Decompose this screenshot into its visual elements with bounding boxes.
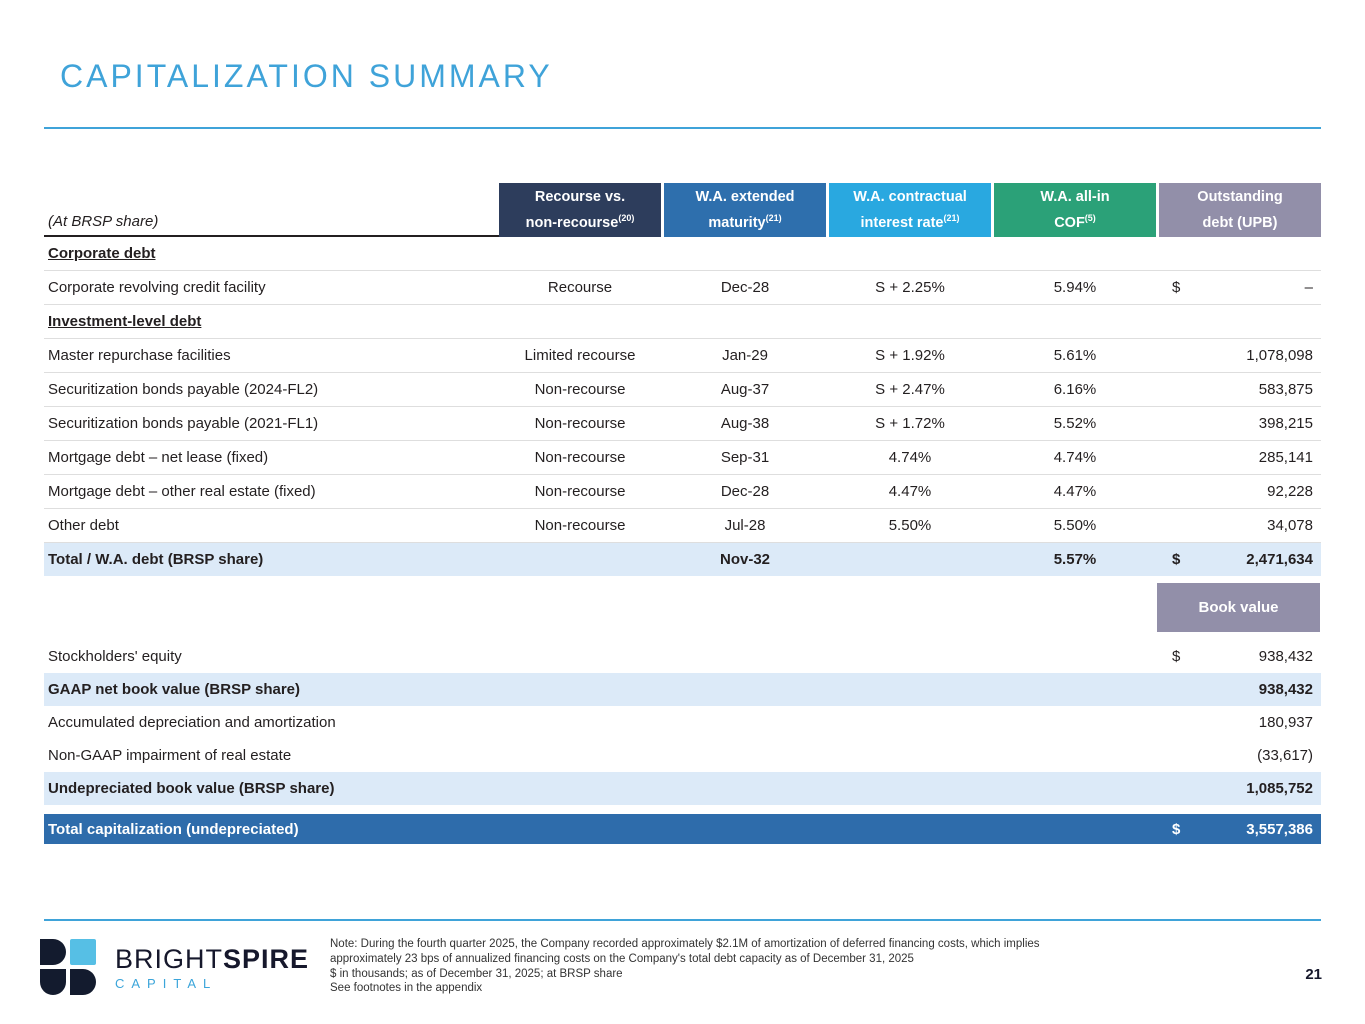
amount-cell	[1159, 415, 1321, 432]
row-label: Other debt	[48, 517, 119, 534]
section-label: Corporate debt	[48, 245, 156, 262]
recourse-cell: Non-recourse	[534, 415, 626, 432]
logo-block-top-right	[70, 939, 96, 965]
maturity-cell: Sep-31	[720, 449, 770, 466]
book-value-header: Book value	[1157, 583, 1320, 632]
section-label: Investment-level debt	[48, 313, 202, 330]
table-row	[44, 407, 1321, 441]
cof-cell: 5.61%	[1053, 347, 1097, 364]
subtotal-row	[44, 772, 1321, 805]
section-header-row	[44, 237, 1321, 271]
footnote-line: Note: During the fourth quarter 2025, the Company recorded approximately $2.1M of amortization of deferred financing costs, which implies	[330, 938, 1040, 950]
table-row	[44, 640, 1321, 673]
interest-rate-cell: 4.47%	[888, 483, 932, 500]
interest-rate-cell: S + 2.25%	[875, 279, 945, 296]
amount-value: 180,937	[1258, 714, 1313, 731]
amount-value: (33,617)	[1257, 747, 1313, 764]
subtotal-row	[44, 673, 1321, 706]
page-title: CAPITALIZATION SUMMARY	[60, 58, 553, 94]
column-header-outstanding-debt	[1159, 183, 1321, 237]
cof-cell: 4.47%	[1053, 483, 1097, 500]
footnote-superscript: (20)	[618, 212, 635, 223]
book-value-table	[44, 640, 1321, 844]
row-label: GAAP net book value (BRSP share)	[48, 681, 301, 698]
footnote-superscript: (21)	[943, 212, 960, 223]
column-header-maturity	[664, 183, 826, 237]
table-row	[44, 475, 1321, 509]
cof-cell: 5.57%	[1053, 551, 1097, 568]
amount-cell	[1159, 381, 1321, 398]
amount-value: 398,215	[1258, 415, 1313, 432]
table-row	[44, 271, 1321, 305]
amount-value: 3,557,386	[1246, 820, 1313, 838]
column-header-interest-rate	[829, 183, 991, 237]
capitalization-table	[44, 183, 1321, 576]
column-header-cof	[994, 183, 1156, 237]
maturity-cell: Aug-38	[720, 415, 770, 432]
amount-value: 583,875	[1258, 381, 1313, 398]
section-header-row	[44, 305, 1321, 339]
at-share-header-cell	[44, 183, 499, 237]
grand-total-row	[44, 814, 1321, 844]
cof-cell: 5.50%	[1053, 517, 1097, 534]
recourse-cell: Non-recourse	[534, 449, 626, 466]
row-label: Non-GAAP impairment of real estate	[48, 747, 292, 764]
interest-rate-cell: S + 2.47%	[875, 381, 945, 398]
footnotes	[330, 937, 1040, 996]
header-line2: debt (UPB)	[1202, 214, 1278, 231]
table-row	[44, 441, 1321, 475]
header-line2: interest rate$^{(21)}$	[860, 212, 960, 231]
recourse-cell: Non-recourse	[534, 381, 626, 398]
header-line2: COF$^{(5)}$	[1054, 212, 1096, 231]
logo-block-top-left	[40, 939, 66, 965]
amount-cell	[1159, 551, 1321, 568]
column-header-recourse	[499, 183, 661, 237]
at-share-label: (At BRSP share)	[48, 213, 159, 230]
footer-divider	[44, 919, 1321, 921]
total-row	[44, 543, 1321, 576]
header-line1: Recourse vs.	[534, 188, 626, 205]
row-label: Corporate revolving credit facility	[48, 279, 266, 296]
header-line2: maturity$^{(21)}$	[708, 212, 782, 231]
recourse-cell: Non-recourse	[534, 483, 626, 500]
table-row	[44, 509, 1321, 543]
row-label: Securitization bonds payable (2021-FL1)	[48, 415, 319, 432]
footnote-line: $ in thousands; as of December 31, 2025; at BRSP share	[330, 967, 623, 980]
amount-cell	[1159, 821, 1321, 838]
row-label: Stockholders' equity	[48, 648, 182, 665]
interest-rate-cell: 5.50%	[888, 517, 932, 534]
amount-cell	[1159, 648, 1321, 665]
amount-cell	[1159, 279, 1321, 296]
row-label	[44, 313, 499, 330]
row-label: Accumulated depreciation and amortization	[48, 714, 336, 731]
amount-cell	[1159, 449, 1321, 466]
maturity-cell: Jul-28	[724, 517, 766, 534]
table-row	[44, 739, 1321, 772]
debt-rows	[44, 237, 1321, 576]
header-line2: non-recourse$^{(20)}$	[525, 212, 635, 231]
amount-cell	[1159, 681, 1321, 698]
row-label: Total / W.A. debt (BRSP share)	[48, 551, 264, 568]
row-label: Total capitalization (undepreciated)	[48, 820, 299, 838]
amount-value: 1,078,098	[1246, 347, 1313, 364]
amount-value: –	[1304, 279, 1313, 296]
amount-value: 92,228	[1267, 483, 1313, 500]
header-line1: W.A. contractual	[853, 188, 967, 205]
footnote-superscript: (21)	[765, 212, 782, 223]
maturity-cell: Aug-37	[720, 381, 770, 398]
cof-cell: 4.74%	[1053, 449, 1097, 466]
interest-rate-cell: S + 1.72%	[875, 415, 945, 432]
table-row	[44, 373, 1321, 407]
dollar-sign: $	[1172, 279, 1181, 296]
dollar-sign: $	[1172, 551, 1181, 568]
amount-cell	[1159, 780, 1321, 797]
maturity-cell: Dec-28	[720, 483, 770, 500]
brightspire-logo-icon	[40, 939, 98, 997]
row-label: Mortgage debt – other real estate (fixed)	[48, 483, 316, 500]
row-label: Mortgage debt – net lease (fixed)	[48, 449, 269, 466]
maturity-cell: Dec-28	[720, 279, 770, 296]
row-label: Undepreciated book value (BRSP share)	[48, 780, 335, 797]
footnote-superscript: (5)	[1084, 212, 1096, 223]
table-row	[44, 339, 1321, 373]
recourse-cell: Non-recourse	[534, 517, 626, 534]
logo-block-bottom-right	[70, 969, 96, 995]
cof-cell: 5.94%	[1053, 279, 1097, 296]
table-header-row	[44, 183, 1321, 237]
amount-cell	[1159, 517, 1321, 534]
amount-cell	[1159, 347, 1321, 364]
interest-rate-cell: 4.74%	[888, 449, 932, 466]
header-line1: Outstanding	[1197, 188, 1283, 205]
amount-value: 938,432	[1258, 681, 1313, 698]
amount-value: 938,432	[1258, 648, 1313, 665]
logo-block-bottom-left	[40, 969, 66, 995]
maturity-cell: Jan-29	[722, 347, 768, 364]
amount-value: 34,078	[1267, 517, 1313, 534]
amount-cell	[1159, 483, 1321, 500]
amount-cell	[1159, 714, 1321, 731]
amount-value: 285,141	[1258, 449, 1313, 466]
interest-rate-cell: S + 1.92%	[875, 347, 945, 364]
recourse-cell: Recourse	[547, 279, 613, 296]
dollar-sign: $	[1172, 820, 1181, 838]
row-label	[44, 245, 499, 262]
brand-sub-label: CAPITAL	[115, 976, 218, 991]
footnote-line: approximately 23 bps of annualized financing costs on the Company's total debt capacity as of December 31, 2025	[330, 952, 914, 965]
brightspire-logo	[40, 939, 309, 997]
dollar-sign: $	[1172, 648, 1181, 665]
amount-cell	[1159, 747, 1321, 764]
table-row	[44, 706, 1321, 739]
row-label: Securitization bonds payable (2024-FL2)	[48, 381, 319, 398]
row-label: Master repurchase facilities	[48, 347, 231, 364]
cof-cell: 6.16%	[1053, 381, 1097, 398]
maturity-cell: Nov-32	[719, 551, 771, 568]
logo-wordmark	[115, 945, 309, 991]
page-number: 21	[1305, 966, 1322, 983]
title-divider	[44, 127, 1321, 129]
amount-value: 2,471,634	[1246, 551, 1313, 568]
amount-value: 1,085,752	[1246, 780, 1313, 797]
header-line1: W.A. all-in	[1040, 188, 1110, 205]
recourse-cell: Limited recourse	[524, 347, 636, 364]
header-line1: W.A. extended	[695, 188, 795, 205]
brand-name: BRIGHTSPIRE	[115, 944, 310, 974]
cof-cell: 5.52%	[1053, 415, 1097, 432]
footnote-line: See footnotes in the appendix	[330, 982, 483, 995]
